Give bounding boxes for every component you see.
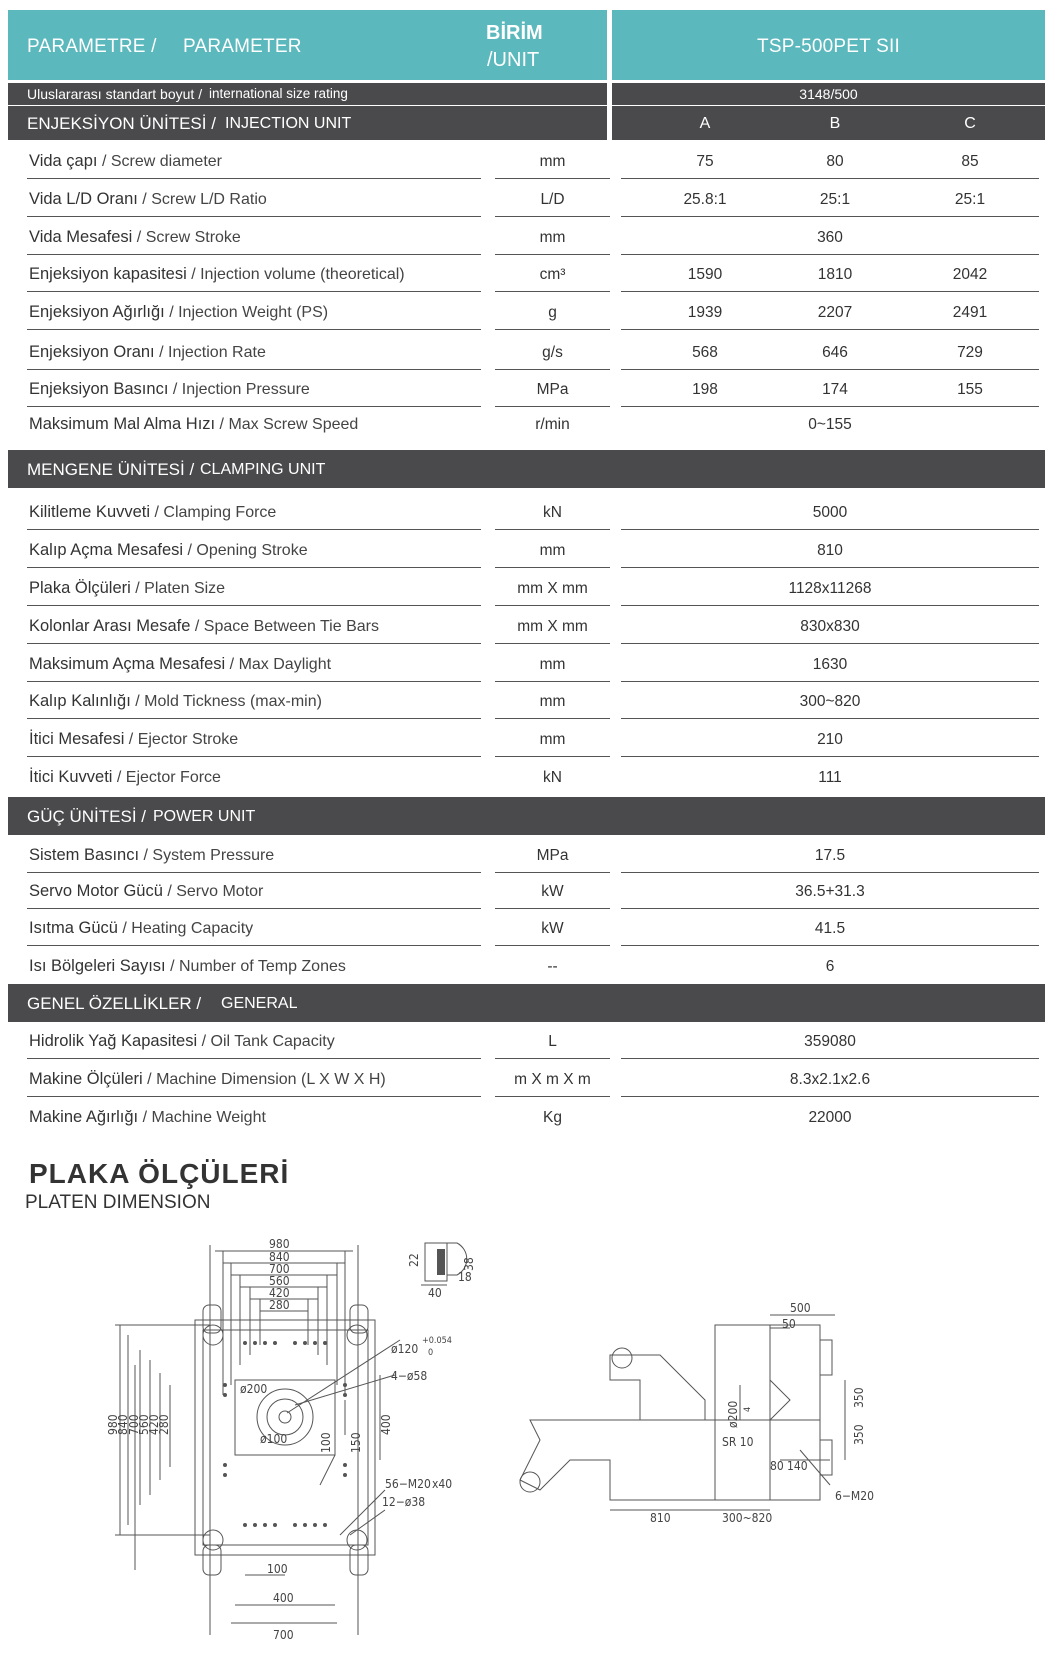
row-label-tr: Kalıp Kalınlığı <box>29 692 131 710</box>
row-divider <box>621 872 1039 873</box>
row-label-separator: / <box>137 191 152 208</box>
row-label <box>29 919 253 938</box>
row-unit: mm <box>539 153 566 170</box>
row-unit: mm <box>539 656 566 673</box>
row-value: 300~820 <box>799 693 861 710</box>
row-label <box>29 152 222 171</box>
row-unit: mm X mm <box>517 618 588 635</box>
row-divider <box>495 216 610 217</box>
row-value-a: 1590 <box>687 266 723 283</box>
col-c-header: C <box>964 115 976 132</box>
row-unit: MPa <box>536 847 569 864</box>
row-divider <box>621 1058 1039 1059</box>
row-divider <box>495 756 610 757</box>
row-label-tr: Makine Ölçüleri <box>29 1070 143 1088</box>
row-value: 810 <box>817 542 843 559</box>
row-divider <box>27 254 481 255</box>
row-value: 8.3x2.1x2.6 <box>789 1071 871 1088</box>
row-label-en: Injection Pressure <box>181 381 310 398</box>
row-unit: -- <box>547 958 558 975</box>
row-label-en: System Pressure <box>152 847 275 864</box>
row-label-tr: Makine Ağırlığı <box>29 1108 139 1126</box>
row-divider <box>27 945 481 946</box>
row-label-en: Screw L/D Ratio <box>151 191 267 208</box>
row-label-tr: İtici Mesafesi <box>29 730 125 748</box>
row-divider <box>27 1058 481 1059</box>
row-label-tr: Vida Mesafesi <box>29 228 133 246</box>
dim-150: 150 <box>349 1432 363 1453</box>
row-label-en: Machine Weight <box>151 1109 266 1126</box>
row-label-separator: / <box>130 580 145 597</box>
row-value: 22000 <box>808 1109 852 1126</box>
row-label <box>29 1108 266 1127</box>
dim-280-side: 280 <box>157 1414 171 1435</box>
row-label-separator: / <box>190 618 204 635</box>
row-label <box>29 730 238 749</box>
dim-700h: 700 <box>273 1628 294 1642</box>
row-unit: mm <box>539 229 566 246</box>
row-divider <box>495 567 610 568</box>
row-divider <box>495 254 610 255</box>
row-value-b: 2207 <box>817 304 853 321</box>
section-clamping-header <box>8 450 1045 488</box>
row-label <box>29 228 241 247</box>
section-injection-tr: ENJEKSİYON ÜNİTESİ / <box>27 114 216 133</box>
dim-m20-side: 6−M20 <box>835 1489 874 1503</box>
dim-980-top: 980 <box>269 1237 290 1251</box>
dim-80: 80 <box>770 1459 784 1473</box>
row-value-a: 1939 <box>687 304 723 321</box>
row-label-separator: / <box>142 1071 157 1088</box>
row-label-separator: / <box>138 1109 152 1126</box>
row-label <box>29 503 276 522</box>
row-label-tr: Enjeksiyon Basıncı <box>29 380 169 398</box>
row-label-tr: Isıtma Gücü <box>29 919 118 937</box>
dim-holes58: 4−ø58 <box>391 1369 428 1383</box>
row-divider <box>495 945 610 946</box>
row-label-separator: / <box>165 958 179 975</box>
row-unit: mm <box>539 693 566 710</box>
row-divider <box>495 681 610 682</box>
section-general-header <box>8 984 1045 1022</box>
dim-700-side: 700 <box>127 1414 141 1435</box>
dim-350b: 350 <box>852 1424 866 1445</box>
row-value-a: 75 <box>696 153 714 170</box>
dim-400h: 400 <box>273 1591 294 1605</box>
dim-500: 500 <box>790 1301 811 1315</box>
row-divider <box>495 529 610 530</box>
row-divider <box>27 756 481 757</box>
row-value-c: 2491 <box>952 304 988 321</box>
row-label-tr: Kalıp Açma Mesafesi <box>29 541 184 559</box>
row-label-en: Clamping Force <box>163 504 277 521</box>
row-label <box>29 882 263 901</box>
col-a-header: A <box>699 115 711 132</box>
row-divider <box>621 756 1039 757</box>
row-label <box>29 343 266 362</box>
row-divider <box>27 178 481 179</box>
row-label-separator: / <box>112 769 126 786</box>
row-unit: kN <box>543 769 562 786</box>
row-unit: g <box>548 304 557 321</box>
row-divider <box>495 406 610 407</box>
row-label-separator: / <box>162 883 177 900</box>
row-divider <box>495 178 610 179</box>
row-divider <box>621 329 1039 330</box>
row-value-b: 646 <box>822 344 848 361</box>
section-injection-header <box>8 106 607 140</box>
row-unit: Kg <box>543 1109 562 1126</box>
dim-140: 140 <box>787 1459 808 1473</box>
row-divider <box>621 643 1039 644</box>
dim-d120: ø120 <box>391 1342 419 1356</box>
intl-label-tr: Uluslararası standart boyut / <box>27 86 203 102</box>
row-label-tr: Maksimum Mal Alma Hızı <box>29 415 216 433</box>
row-divider <box>621 718 1039 719</box>
header-unit-en: /UNIT <box>487 49 540 71</box>
row-unit: r/min <box>535 416 570 433</box>
row-divider <box>495 329 610 330</box>
row-unit: mm <box>539 542 566 559</box>
row-value-a: 198 <box>692 381 718 398</box>
row-label-tr: Sistem Basıncı <box>29 846 140 864</box>
row-divider <box>27 643 481 644</box>
header-parameter-cell <box>8 10 607 80</box>
intl-size-label-cell <box>8 83 607 105</box>
row-divider <box>27 1096 481 1097</box>
row-label-separator: / <box>117 920 132 937</box>
row-value-c: 2042 <box>952 266 988 283</box>
row-unit: kW <box>541 883 564 900</box>
row-unit: mm <box>539 731 566 748</box>
dim-350a: 350 <box>852 1387 866 1408</box>
row-label-en: Injection Rate <box>168 344 266 361</box>
row-label <box>29 957 346 976</box>
row-label <box>29 541 308 560</box>
row-label-en: Screw diameter <box>110 153 222 170</box>
row-divider <box>621 406 1039 407</box>
dim-tol: +0.054 <box>422 1336 452 1346</box>
dim-420-top: 420 <box>269 1286 290 1300</box>
row-divider <box>27 529 481 530</box>
row-label-en: Injection Weight (PS) <box>178 304 329 321</box>
row-label-en: Opening Stroke <box>196 542 308 559</box>
row-divider <box>621 945 1039 946</box>
row-divider <box>27 329 481 330</box>
model-name: TSP-500PET SII <box>757 36 900 57</box>
row-label <box>29 768 221 787</box>
row-label-en: Oil Tank Capacity <box>210 1033 335 1050</box>
dim-x40: x40 <box>432 1477 453 1491</box>
row-label-en: Max Daylight <box>238 656 332 673</box>
row-divider <box>495 605 610 606</box>
row-label-en: Number of Temp Zones <box>178 958 346 975</box>
row-divider <box>27 567 481 568</box>
row-label-tr: Enjeksiyon Oranı <box>29 343 155 361</box>
row-label <box>29 655 331 674</box>
row-label-tr: Enjeksiyon kapasitesi <box>29 265 187 283</box>
row-divider <box>495 1096 610 1097</box>
dim-det18: 18 <box>458 1270 472 1284</box>
row-label-en: Screw Stroke <box>145 229 241 246</box>
row-unit: kN <box>543 504 562 521</box>
row-label-tr: Enjeksiyon Ağırlığı <box>29 303 165 321</box>
row-label-separator: / <box>197 1033 211 1050</box>
row-label-separator: / <box>215 416 229 433</box>
row-label-tr: Plaka Ölçüleri <box>29 579 131 597</box>
row-value: 210 <box>817 731 843 748</box>
row-value-b: 25:1 <box>819 191 851 208</box>
row-label-en: Space Between Tie Bars <box>203 618 379 635</box>
header-unit-tr: BİRİM <box>486 22 543 44</box>
row-divider <box>27 872 481 873</box>
row-label-en: Platen Size <box>144 580 226 597</box>
row-label-tr: Isı Bölgeleri Sayısı <box>29 957 166 975</box>
dim-d100: ø100 <box>260 1432 288 1446</box>
row-label-tr: Hidrolik Yağ Kapasitesi <box>29 1032 198 1050</box>
row-label-en: Ejector Force <box>125 769 221 786</box>
row-label <box>29 303 328 322</box>
row-label <box>29 1070 386 1089</box>
row-value: 1630 <box>812 656 848 673</box>
row-label-tr: İtici Kuvveti <box>29 768 113 786</box>
row-label-separator: / <box>139 847 153 864</box>
dim-tol0: 0 <box>428 1348 434 1358</box>
row-divider <box>621 1096 1039 1097</box>
dim-560-side: 560 <box>137 1414 151 1435</box>
row-value: 0~155 <box>808 416 852 433</box>
row-value-b: 174 <box>822 381 848 398</box>
row-divider <box>495 1058 610 1059</box>
row-value: 1128x11268 <box>788 580 872 597</box>
row-label-en: Injection volume (theoretical) <box>200 266 405 283</box>
header-param-tr: PARAMETRE / <box>27 36 157 57</box>
row-value-c: 85 <box>961 153 979 170</box>
row-unit: g/s <box>542 344 563 361</box>
row-divider <box>621 254 1039 255</box>
dim-m20: 56−M20 <box>385 1477 431 1491</box>
section-power-header <box>8 797 1045 835</box>
row-divider <box>495 643 610 644</box>
dim-560-top: 560 <box>269 1274 290 1288</box>
row-value: 360 <box>817 229 843 246</box>
section-power-tr: GÜÇ ÜNİTESİ / <box>27 807 147 826</box>
row-label-tr: Vida çapı <box>29 152 98 170</box>
row-label-en: Servo Motor <box>176 883 264 900</box>
row-value-a: 568 <box>692 344 718 361</box>
row-divider <box>495 908 610 909</box>
row-label <box>29 415 358 434</box>
dim-840-side: 840 <box>116 1414 130 1435</box>
row-label <box>29 692 322 711</box>
row-label-separator: / <box>225 656 239 673</box>
dim-420-side: 420 <box>147 1414 161 1435</box>
row-divider <box>621 681 1039 682</box>
row-label-tr: Kolonlar Arası Mesafe <box>29 617 191 635</box>
dim-300-820: 300~820 <box>722 1511 773 1525</box>
row-label-en: Mold Tickness (max-min) <box>144 693 322 710</box>
row-value: 17.5 <box>814 847 846 864</box>
intl-label-en: international size rating <box>209 86 348 101</box>
row-label <box>29 579 225 598</box>
row-value: 830x830 <box>800 618 860 635</box>
row-divider <box>27 216 481 217</box>
row-label-tr: Kilitleme Kuvveti <box>29 503 151 521</box>
row-label-separator: / <box>154 344 168 361</box>
row-label-separator: / <box>183 542 197 559</box>
row-label <box>29 265 405 284</box>
row-unit: L <box>548 1033 557 1050</box>
row-divider <box>495 872 610 873</box>
section-general-tr: GENEL ÖZELLİKLER / <box>27 994 202 1013</box>
row-label-separator: / <box>132 229 146 246</box>
section-general-en: GENERAL <box>221 995 298 1012</box>
row-divider <box>621 605 1039 606</box>
section-injection-en: INJECTION UNIT <box>225 115 352 132</box>
row-divider <box>27 369 481 370</box>
dim-280-top: 280 <box>269 1298 290 1312</box>
dim-det38: 38 <box>462 1257 476 1271</box>
row-label-tr: Vida L/D Oranı <box>29 190 138 208</box>
row-divider <box>621 369 1039 370</box>
row-label-separator: / <box>124 731 138 748</box>
row-label-en: Machine Dimension (L X W X H) <box>156 1071 386 1088</box>
row-label-tr: Maksimum Açma Mesafesi <box>29 655 226 673</box>
row-value: 5000 <box>812 504 848 521</box>
row-value: 6 <box>825 958 835 975</box>
row-divider <box>621 908 1039 909</box>
row-unit: MPa <box>536 381 569 398</box>
row-label-separator: / <box>168 381 182 398</box>
dim-det40: 40 <box>428 1286 442 1300</box>
row-divider <box>27 406 481 407</box>
row-divider <box>495 291 610 292</box>
section-clamping-tr: MENGENE ÜNİTESİ / <box>27 460 195 479</box>
platen-subtitle: PLATEN DIMENSION <box>25 1192 211 1213</box>
row-value-c: 729 <box>957 344 983 361</box>
row-divider <box>495 369 610 370</box>
row-divider <box>621 529 1039 530</box>
dim-d38: 12−ø38 <box>382 1495 426 1509</box>
row-label-en: Heating Capacity <box>131 920 254 937</box>
row-divider <box>27 718 481 719</box>
dim-sr10: SR 10 <box>722 1435 754 1449</box>
row-unit: mm X mm <box>517 580 588 597</box>
intl-value: 3148/500 <box>799 86 858 102</box>
row-label-tr: Servo Motor Gücü <box>29 882 163 900</box>
dim-d200-side: ø200 <box>726 1400 740 1428</box>
platen-front-drawing <box>95 1235 480 1665</box>
dim-4-side: 4 <box>743 1406 753 1412</box>
dim-det22: 22 <box>407 1253 421 1267</box>
row-label-separator: / <box>97 153 111 170</box>
header-model-cell <box>612 10 1045 80</box>
row-divider <box>621 567 1039 568</box>
row-label-en: Ejector Stroke <box>137 731 239 748</box>
row-value: 111 <box>818 769 842 786</box>
dim-d200: ø200 <box>240 1382 268 1396</box>
row-unit: kW <box>541 920 564 937</box>
section-power-en: POWER UNIT <box>153 808 256 825</box>
row-label-separator: / <box>186 266 201 283</box>
dim-100h: 100 <box>267 1562 288 1576</box>
row-label <box>29 380 310 399</box>
platen-side-drawing <box>500 1300 900 1525</box>
dim-980-side: 980 <box>106 1414 120 1435</box>
row-value-c: 155 <box>957 381 983 398</box>
section-clamping-en: CLAMPING UNIT <box>200 461 326 478</box>
row-value-b: 80 <box>826 153 844 170</box>
col-b-header: B <box>829 115 841 132</box>
dim-400v: 400 <box>379 1414 393 1435</box>
row-value-b: 1810 <box>817 266 853 283</box>
dim-810: 810 <box>650 1511 671 1525</box>
row-unit: L/D <box>540 191 565 208</box>
row-divider <box>27 291 481 292</box>
row-value: 41.5 <box>814 920 846 937</box>
row-divider <box>27 605 481 606</box>
row-label <box>29 190 267 209</box>
row-unit: cm³ <box>539 266 566 283</box>
row-label <box>29 617 379 636</box>
row-label <box>29 846 274 865</box>
row-label-separator: / <box>130 693 145 710</box>
row-divider <box>27 681 481 682</box>
section-injection-columns <box>612 106 1045 140</box>
row-label-en: Max Screw Speed <box>228 416 359 433</box>
row-divider <box>621 178 1039 179</box>
row-divider <box>495 718 610 719</box>
row-divider <box>621 216 1039 217</box>
row-value: 359080 <box>804 1033 856 1050</box>
row-label <box>29 1032 335 1051</box>
header-param-en: PARAMETER <box>183 36 302 57</box>
dim-840-top: 840 <box>269 1250 290 1264</box>
row-divider <box>621 291 1039 292</box>
row-unit: m X m X m <box>514 1071 591 1088</box>
platen-title: PLAKA ÖLÇÜLERİ <box>29 1158 290 1189</box>
intl-size-value-cell <box>612 83 1045 105</box>
dim-700-top: 700 <box>269 1262 290 1276</box>
row-value: 36.5+31.3 <box>795 883 865 900</box>
dim-50: 50 <box>782 1317 796 1331</box>
row-label-separator: / <box>150 504 164 521</box>
row-label-separator: / <box>164 304 179 321</box>
row-value-c: 25:1 <box>954 191 986 208</box>
dim-100v: 100 <box>319 1432 333 1453</box>
row-divider <box>27 908 481 909</box>
row-value-a: 25.8:1 <box>683 191 727 208</box>
